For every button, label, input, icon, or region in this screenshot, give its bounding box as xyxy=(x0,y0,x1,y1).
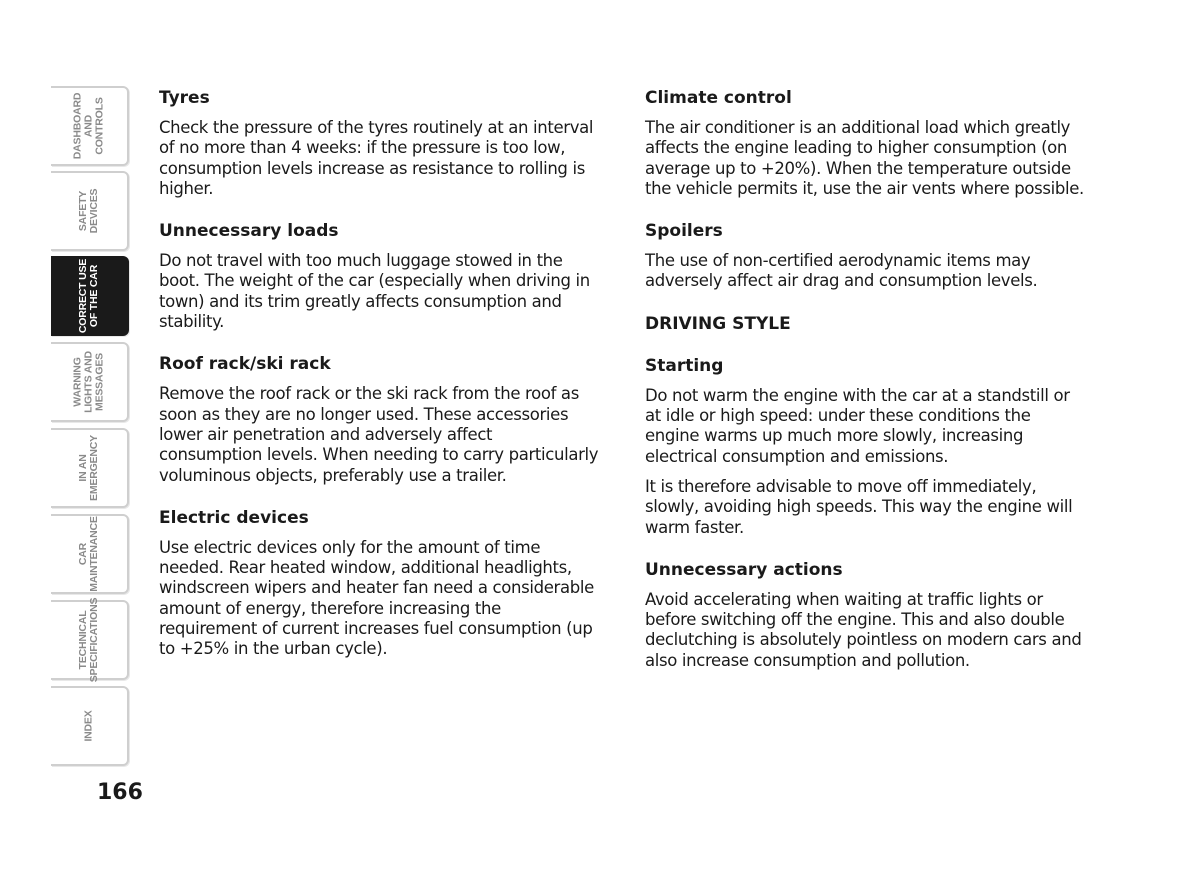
section-paragraph: The air conditioner is an additional load which greatly affects the engine leading to higher consumption (on average up to +20%). When the temperature outside the vehicle permits it, use the air vents where possible. xyxy=(645,118,1084,198)
tab-warning-lights-and-messages[interactable] xyxy=(51,342,129,422)
section-heading: Unnecessary actions xyxy=(645,559,843,580)
tab-index[interactable] xyxy=(51,686,129,766)
section-heading: Spoilers xyxy=(645,221,723,242)
tab-correct-use-of-the-car[interactable] xyxy=(51,256,129,336)
section-unnecessary-actions xyxy=(645,560,1085,671)
section-tyres xyxy=(159,88,599,199)
section-unnecessary-loads xyxy=(159,221,599,332)
tab-label: DASHBOARD AND CONTROLS xyxy=(71,92,106,160)
section-paragraph: Use electric devices only for the amount of time needed. Rear heated window, additional headlights, windscreen wipers and heater fan need a considerable amount of energy, therefore increasing the requirement of current increases fuel consumption (up to +25% in the urban cycle). xyxy=(159,537,594,659)
section-paragraph: Check the pressure of the tyres routinely at an interval of no more than 4 weeks: if the pressure is too low, consumption levels increase as resistance to rolling is higher. xyxy=(159,118,594,198)
tab-label: IN AN EMERGENCY xyxy=(77,435,100,501)
tab-label: TECHNICAL SPECIFICATIONS xyxy=(77,597,100,683)
tab-car-maintenance[interactable] xyxy=(51,514,129,594)
tab-label: INDEX xyxy=(82,710,95,742)
chapter-tabs xyxy=(51,86,131,770)
tab-in-an-emergency[interactable] xyxy=(51,428,129,508)
tab-technical-specifications[interactable] xyxy=(51,597,129,683)
section-paragraph: Do not warm the engine with the car at a standstill or at idle or high speed: under these conditions the engine warms up much more slowly, increasing electrical consumption and emissions. xyxy=(645,385,1070,466)
section-heading: Tyres xyxy=(159,88,210,108)
section-heading: Climate control xyxy=(645,88,792,108)
right-column xyxy=(645,88,1085,693)
section-roof-rack xyxy=(159,354,599,485)
tab-safety-devices[interactable] xyxy=(51,171,129,251)
left-column xyxy=(159,88,599,682)
section-heading: Starting xyxy=(645,355,724,376)
section-paragraph: Avoid accelerating when waiting at traffic lights or before switching off the engine. This and also double declutching is absolutely pointless on modern cars and also increase consumption and pollution. xyxy=(645,589,1082,670)
tab-label: WARNING LIGHTS AND MESSAGES xyxy=(71,351,106,413)
section-electric-devices xyxy=(159,508,599,660)
chapter-heading: DRIVING STYLE xyxy=(645,313,791,334)
section-paragraph: Remove the roof rack or the ski rack from the roof as soon as they are no longer used. These accessories lower air penetration and adversely affect consumption levels. When needing to carry particularly voluminous objects, preferably use a trailer. xyxy=(159,384,599,485)
section-starting xyxy=(645,356,1085,538)
tab-label: CAR MAINTENANCE xyxy=(77,516,100,592)
tab-label: CORRECT USE OF THE CAR xyxy=(77,258,100,334)
section-heading: Unnecessary loads xyxy=(159,221,339,242)
section-spoilers xyxy=(645,221,1085,292)
section-driving-style xyxy=(645,314,1085,334)
tab-dashboard-and-controls[interactable] xyxy=(51,86,129,166)
section-heading: Roof rack/ski rack xyxy=(159,354,331,375)
section-paragraph: The use of non-certified aerodynamic items may adversely affect air drag and consumption levels. xyxy=(645,251,1038,291)
section-paragraph: Do not travel with too much luggage stowed in the boot. The weight of the car (especially when driving in town) and its trim greatly affects consumption and stability. xyxy=(159,251,590,332)
page-number: 166 xyxy=(97,780,143,805)
section-heading: Electric devices xyxy=(159,507,309,528)
tab-label: SAFETY DEVICES xyxy=(77,188,100,234)
section-climate-control xyxy=(645,88,1085,199)
section-paragraph: It is therefore advisable to move off immediately, slowly, avoiding high speeds. This way the engine will warm faster. xyxy=(645,476,1073,537)
